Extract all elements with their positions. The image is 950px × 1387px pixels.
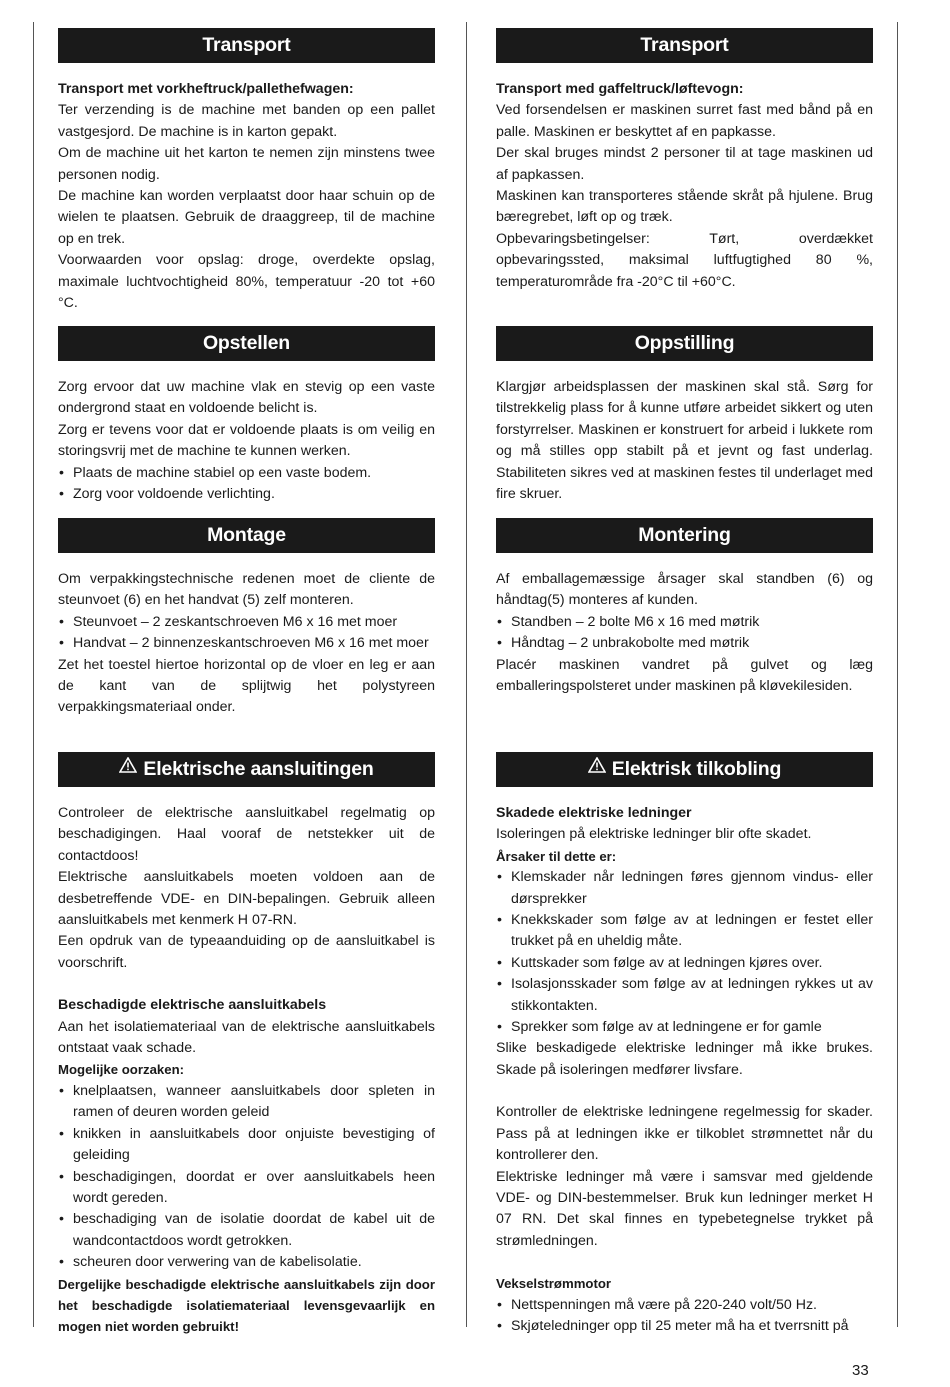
bullet-list (496, 1295, 873, 1338)
section-heading: Opstellen (58, 326, 435, 361)
paragraph: Ved forsendelsen er maskinen surret fast med bånd på en palle. Maskinen er beskyttet af en papkasse. (496, 102, 873, 140)
paragraph: Ter verzending is de machine met banden op een pallet vastgesjord. De machine is in karton gepakt. (58, 102, 435, 140)
bullet-list (58, 1081, 435, 1274)
list-item: • beschadiging van de isolatie doordat de kabel uit de wandcontactdoos wordt getrokken. (58, 1209, 435, 1252)
paragraph: Zorg er tevens voor dat er voldoende plaats is om veilig en storingsvrij met de machine te kunnen werken. (58, 421, 435, 460)
subheading: Transport met vorkheftruck/pallethefwagen: (58, 81, 354, 97)
section-heading-label: Elektrische aansluitingen (143, 758, 374, 780)
list-item: • Knekkskader som følge av at ledningen er festet eller trukket på en uheldig måte. (496, 910, 873, 953)
list-item: • Isolasjonsskader som følge av at ledningen rykkes ut av stikkontakten. (496, 974, 873, 1017)
center-column-rule (466, 22, 467, 1327)
list-item: • knikken in aansluitkabels door onjuiste bevestiging of geleiding (58, 1124, 435, 1167)
paragraph: Om verpakkingstechnische redenen moet de cliente de steunvoet (6) en het handvat (5) zelf monteren. (58, 571, 435, 609)
transport-section-nl (58, 28, 435, 314)
list-item: • scheuren door verwering van de kabelisolatie. (58, 1252, 435, 1273)
paragraph: Zorg ervoor dat uw machine vlak en stevig op een vaste ondergrond staat en voldoende belicht is. (58, 379, 435, 417)
list-item: • Nettspenningen må være på 220-240 volt/50 Hz. (496, 1295, 873, 1316)
subheading: Skadede elektriske ledninger (496, 805, 692, 821)
right-margin-rule (897, 22, 898, 1327)
transport-section-no (496, 28, 873, 293)
paragraph: Om de machine uit het karton te nemen zijn minstens twee personen nodig. (58, 145, 435, 183)
oppstilling-section (496, 326, 873, 505)
section-heading: Montage (58, 518, 435, 553)
subheading: Beschadigde elektrische aansluitkabels (58, 997, 327, 1014)
section-heading: Transport (58, 28, 435, 63)
bullet-list (58, 612, 435, 655)
paragraph: De machine kan worden verplaatst door haar schuin op de wielen te plaatsen. Gebruik de draaggreep, til de machine op en trek. (58, 188, 435, 247)
section-heading: Oppstilling (496, 326, 873, 361)
paragraph: Af emballagemæssige årsager skal standben (6) og håndtag(5) monteres af kunden. (496, 571, 873, 609)
bullet-list (58, 463, 435, 506)
paragraph: Elektriske ledninger må være i samsvar med gjeldende VDE- og DIN-bestemmelser. Bruk kun ledninger merket H 07 RN. Det skal finnes en typebetegnelse trykket på strømledningen. (496, 1168, 873, 1249)
list-item: • Handvat – 2 binnenzeskantschroeven M6 x 16 met moer (58, 633, 435, 654)
bullet-list (496, 612, 873, 655)
opstellen-section (58, 326, 435, 505)
causes-label: Mogelijke oorzaken: (58, 1062, 185, 1078)
warning-triangle-icon (119, 750, 137, 785)
paragraph: Maskinen kan transporteres stående skråt på hjulene. Brug bæregrebet, løft op og træk. (496, 188, 873, 226)
list-item: • Sprekker som følge av at ledningene er for gamle (496, 1017, 873, 1038)
list-item: • Klemskader når ledningen føres gjennom vindus- eller dørsprekker (496, 867, 873, 910)
bullet-list (496, 867, 873, 1038)
subheading: Transport med gaffeltruck/løftevogn: (496, 81, 744, 97)
paragraph: Een opdruk van de typeaanduiding op de aansluitkabel is voorschrift. (58, 933, 435, 971)
paragraph: Slike beskadigede elektriske ledninger må ikke brukes. Skade på isoleringen medfører livsfare. (496, 1040, 873, 1078)
paragraph: Isoleringen på elektriske ledninger blir ofte skadet. (496, 826, 812, 843)
list-item: • Kuttskader som følge av at ledningen kjøres over. (496, 953, 873, 974)
elektrisk-tilkobling-section (496, 752, 873, 1337)
montage-section (58, 518, 435, 719)
montering-section (496, 518, 873, 697)
paragraph: Elektrische aansluitkabels moeten voldoen aan de desbetreffende VDE- en DIN-bepalingen. Gebruik alleen aansluitkabels met kenmerk H 07-RN. (58, 869, 435, 929)
list-item: • Steunvoet – 2 zeskantschroeven M6 x 16 met moer (58, 612, 435, 633)
paragraph: Der skal bruges mindst 2 personer til at tage maskinen ud af papkassen. (496, 145, 873, 183)
section-heading (496, 752, 873, 787)
warning-text: Dergelijke beschadigde elektrische aansluitkabels zijn door het beschadigde isolatiemateriaal levensgevaarlijk en mogen niet worden gebruikt! (58, 1276, 435, 1335)
section-heading-label: Elektrisk tilkobling (611, 758, 782, 780)
section-heading: Transport (496, 28, 873, 63)
paragraph: Placér maskinen vandret på gulvet og læg emballeringspolsteret under maskinen på kløvekilesiden. (496, 656, 873, 695)
paragraph: Controleer de elektrische aansluitkabel regelmatig op beschadigingen. Haal vooraf de netstekker uit de contactdoos! (58, 805, 435, 864)
paragraph: Opbevaringsbetingelser: Tørt, overdækket opbevaringssted, maksimal luftfugtighed 80 %, temperaturområde fra -20°C til +60°C. (496, 230, 873, 290)
list-item: • knelplaatsen, wanneer aansluitkabels door spleten in ramen of deuren worden geleid (58, 1081, 435, 1124)
paragraph: Voorwaarden voor opslag: droge, overdekte opslag, maximale luchtvochtigheid 80%, temperatuur -20 tot +60 °C. (58, 252, 435, 312)
list-item: • Zorg voor voldoende verlichting. (58, 484, 435, 505)
elektrische-aansluitingen-section (58, 752, 435, 1338)
section-heading: Montering (496, 518, 873, 553)
section-heading (58, 752, 435, 787)
paragraph: Aan het isolatiemateriaal van de elektrische aansluitkabels ontstaat vaak schade. (58, 1018, 435, 1057)
paragraph: Zet het toestel hiertoe horizontal op de vloer en leg er aan de kant van de splijtwig het polystyreen verpakkingsmateriaal onder. (58, 656, 435, 716)
motor-label: Vekselstrømmotor (496, 1276, 612, 1292)
left-margin-rule (33, 22, 34, 1327)
list-item: • Plaats de machine stabiel op een vaste bodem. (58, 463, 435, 484)
paragraph: Kontroller de elektriske ledningene regelmessig for skader. Pass på at ledningen ikke er tilkoblet strømnettet når du kontrollerer den. (496, 1104, 873, 1164)
list-item: • beschadigingen, doordat er over aansluitkabels heen wordt gereden. (58, 1167, 435, 1210)
list-item: • Håndtag – 2 unbrakobolte med møtrik (496, 633, 873, 654)
list-item: • Standben – 2 bolte M6 x 16 med møtrik (496, 612, 873, 633)
page-number: 33 (852, 1362, 869, 1379)
list-item: • Skjøteledninger opp til 25 meter må ha et tverrsnitt på (496, 1316, 873, 1337)
paragraph: Klargjør arbeidsplassen der maskinen skal stå. Sørg for tilstrekkelig plass for å kunne utføre arbeidet sikkert og uten forstyrrelser. Maskinen er konstruert for arbeid i lukkete rom og må stilles opp stabilt på et jevnt og fast underlag. Stabiliteten sikres ved at maskinen festes til underlaget med fire skruer. (496, 379, 873, 503)
warning-triangle-icon (588, 750, 606, 785)
causes-label: Årsaker til dette er: (496, 848, 617, 864)
